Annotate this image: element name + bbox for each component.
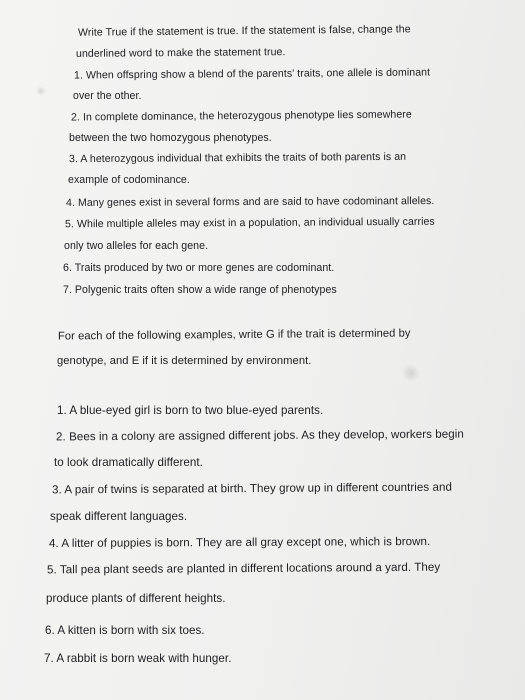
example-line: 2. Bees in a colony are assigned different jobs. As they develop, workers begin	[55, 427, 464, 444]
example-line: 7. A rabbit is born weak with hunger.	[44, 652, 232, 665]
question-line: 5. While multiple alleles may exist in a population, an individual usually carries	[64, 215, 435, 231]
question-line: 3. A heterozygous individual that exhibits the traits of both parents is an	[68, 150, 407, 166]
example-line: produce plants of different heights.	[46, 592, 226, 605]
example-line: speak different languages.	[50, 510, 188, 523]
question-line: only two alleles for each gene.	[64, 240, 209, 252]
instructions-line: genotype, and E if it is determined by environment.	[57, 355, 312, 367]
example-line: 1. A blue-eyed girl is born to two blue-eyed parents.	[57, 404, 324, 417]
question-line: 2. In complete dominance, the heterozygous phenotype lies somewhere	[70, 108, 412, 124]
example-line: 3. A pair of twins is separated at birth. They grow up in different countries and	[51, 480, 453, 497]
paper-mark	[36, 86, 46, 96]
question-line: 6. Traits produced by two or more genes are codominant.	[63, 262, 335, 274]
example-line: 4. A litter of puppies is born. They are all gray except one, which is brown.	[48, 535, 431, 550]
example-line: to look dramatically different.	[54, 456, 203, 469]
instructions-line: For each of the following examples, write G if the trait is determined by	[57, 327, 411, 343]
question-line: 4. Many genes exist in several forms and are said to have codominant alleles.	[65, 195, 435, 209]
paper-mark	[402, 364, 420, 382]
question-line: 1. When offspring show a blend of the parents' traits, one allele is dominant	[73, 66, 431, 82]
instructions-line: Write True if the statement is true. If the statement is false, change the	[77, 23, 411, 39]
question-line: example of codominance.	[68, 174, 190, 186]
example-line: 5. Tall pea plant seeds are planted in different locations around a yard. They	[46, 560, 441, 577]
example-line: 6. A kitten is born with six toes.	[45, 624, 205, 637]
question-line: between the two homozygous phenotypes.	[69, 132, 272, 144]
question-line: 7. Polygenic traits often show a wide range of phenotypes	[63, 284, 337, 296]
question-line: over the other.	[73, 90, 142, 102]
instructions-line: underlined word to make the statement true.	[75, 46, 286, 60]
